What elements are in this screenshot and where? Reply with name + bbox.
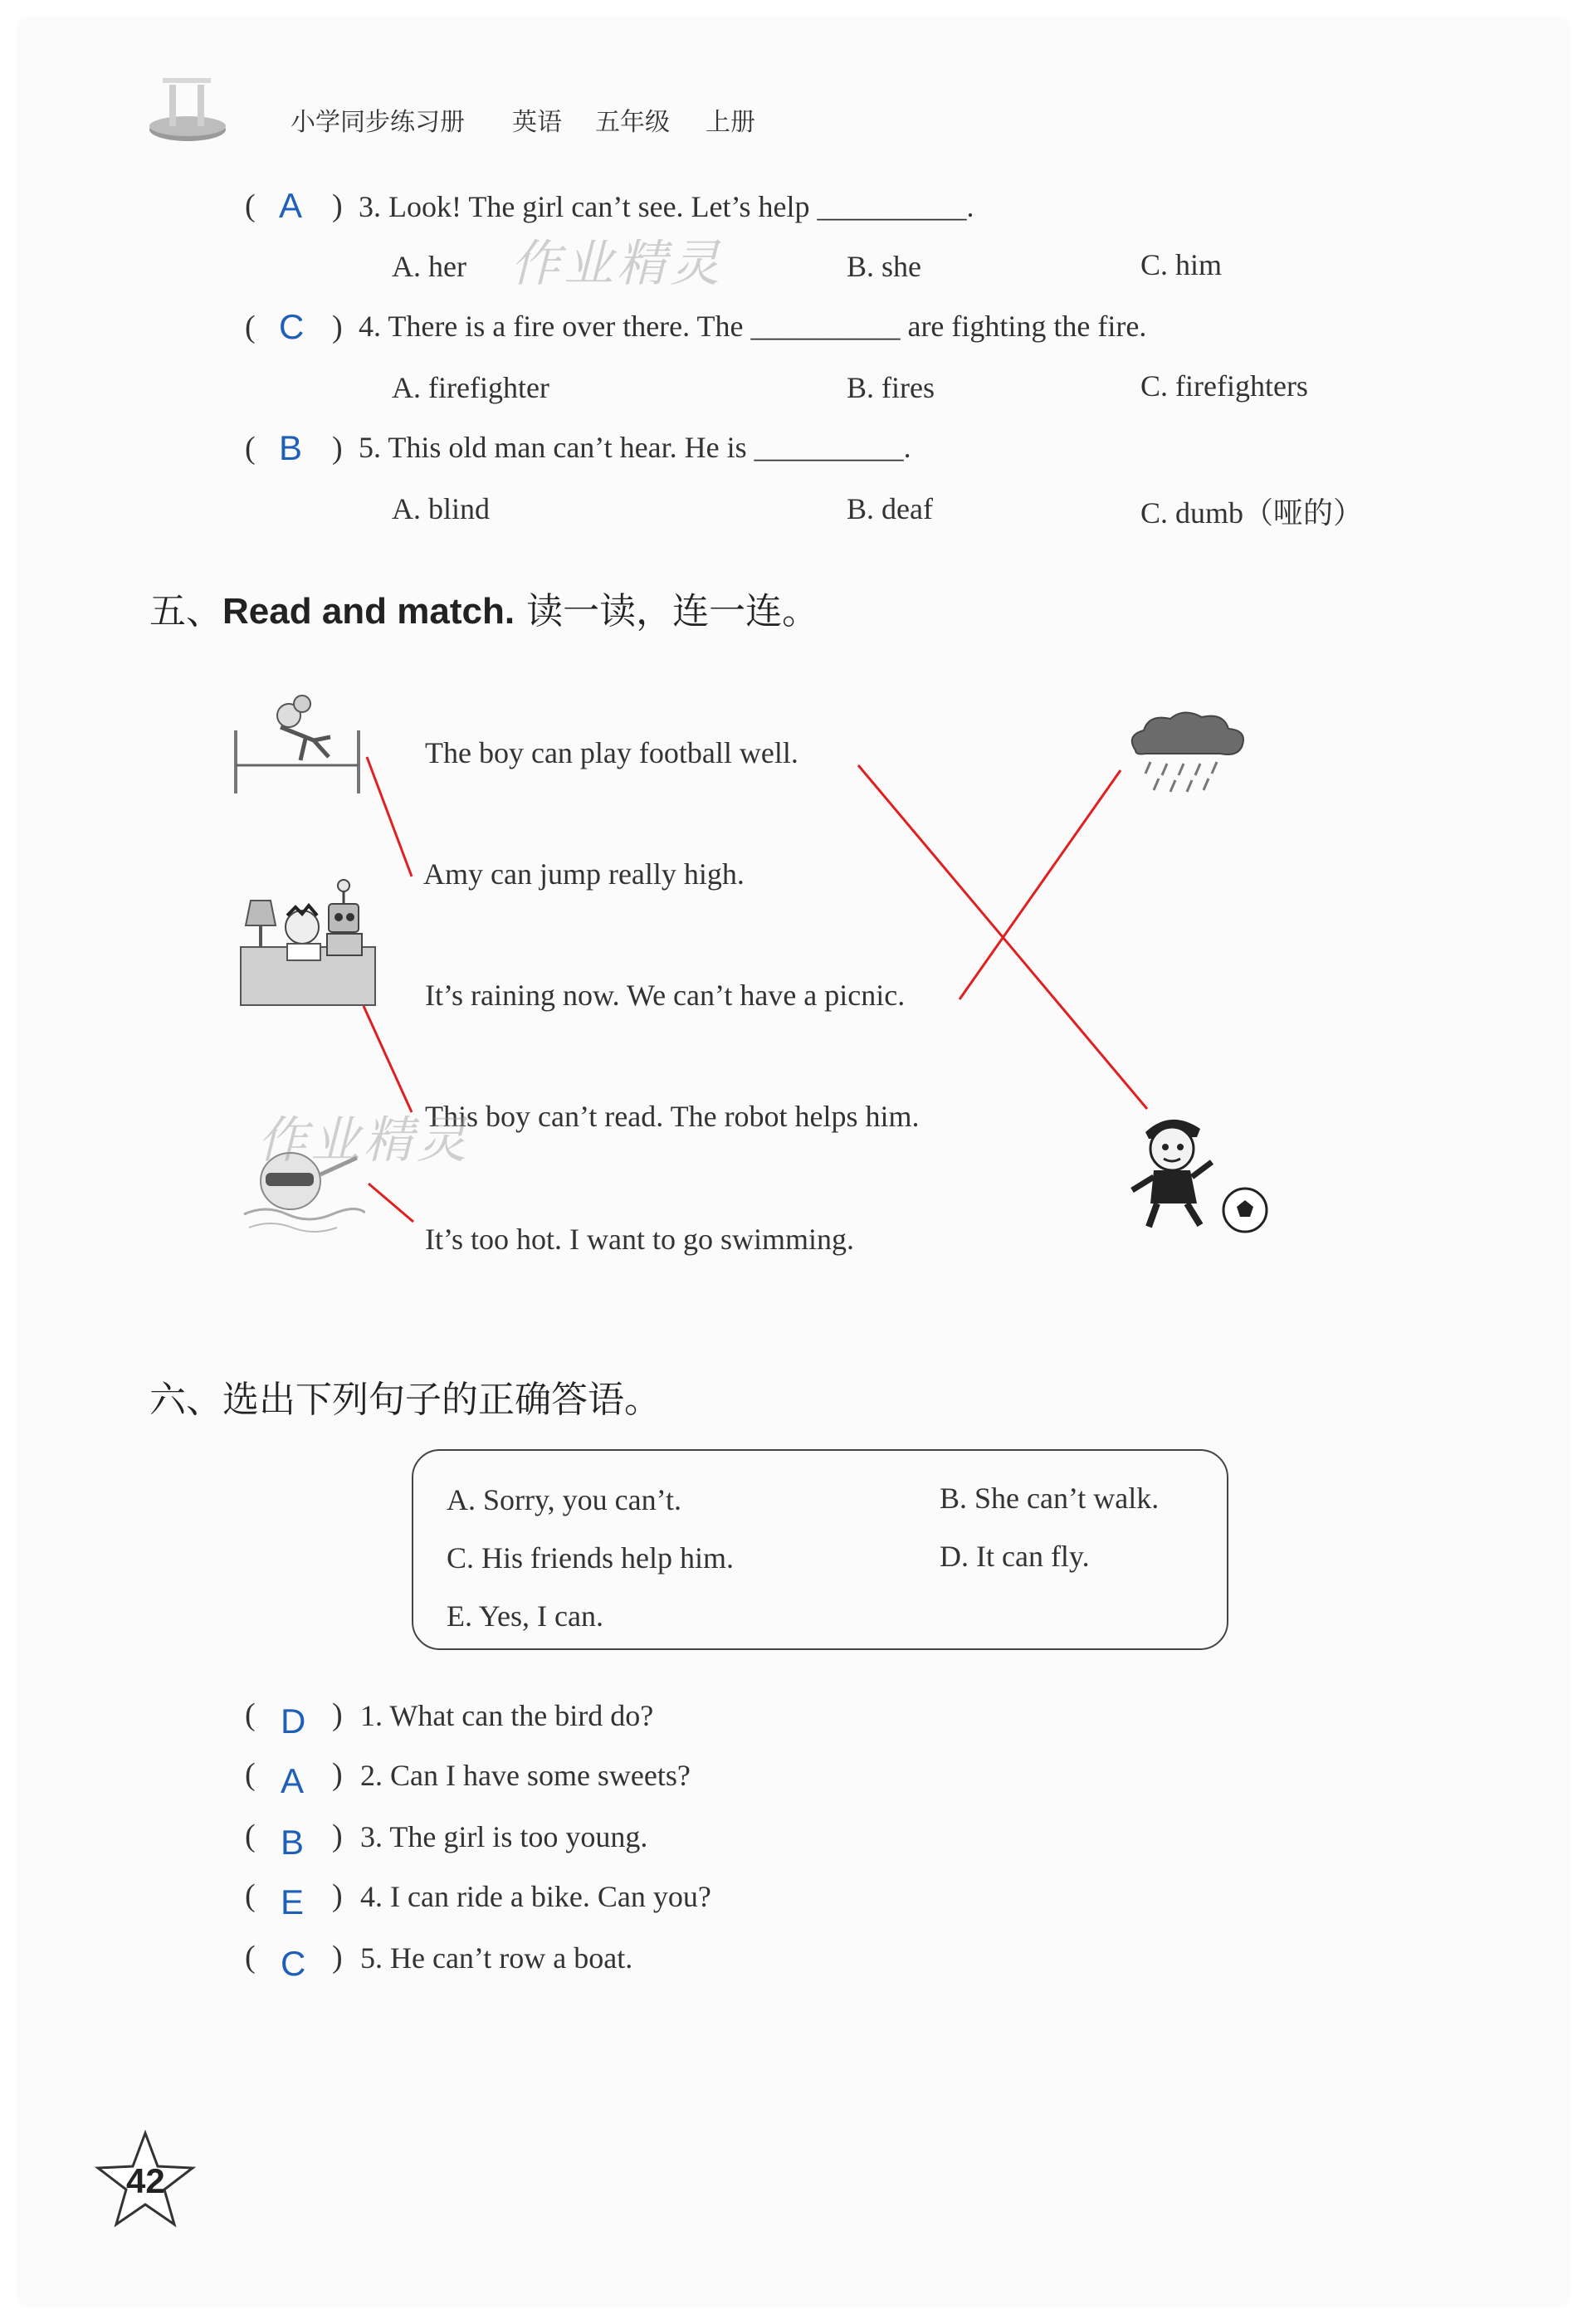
question-text: 3. The girl is too young. bbox=[360, 1820, 648, 1853]
option-c: C. firefighters bbox=[1140, 369, 1308, 403]
answer-mark: D bbox=[281, 1702, 306, 1741]
answer-mark: C bbox=[279, 307, 305, 346]
answer-paren-open: ( bbox=[245, 1757, 256, 1792]
answer-paren-open: ( bbox=[245, 431, 256, 466]
section6-number: 六、 bbox=[149, 1379, 222, 1421]
answer-paren-close: ) bbox=[332, 1878, 343, 1913]
answer-mark: A bbox=[279, 186, 303, 225]
answer-paren-close: ) bbox=[332, 1819, 343, 1853]
section5-title-cn: 读一读，连一连。 bbox=[526, 590, 819, 632]
option-b: B. deaf bbox=[847, 492, 933, 525]
match-line-swimming bbox=[369, 1184, 413, 1222]
option-c: C. dumb（哑的） bbox=[1140, 496, 1364, 530]
answer-option: D. It can fly. bbox=[940, 1540, 1090, 1573]
question-text: 1. What can the bird do? bbox=[360, 1699, 654, 1732]
answer-mark: B bbox=[279, 428, 303, 467]
header-volume: 上册 bbox=[706, 108, 755, 137]
option-b: B. fires bbox=[847, 371, 935, 404]
match-sentence: The boy can play football well. bbox=[425, 736, 798, 769]
answer-paren-open: ( bbox=[245, 1697, 256, 1732]
question-text: 4. I can ride a bike. Can you? bbox=[360, 1880, 711, 1913]
answer-paren-close: ) bbox=[332, 431, 343, 466]
section6-title-text: 选出下列句子的正确答语。 bbox=[222, 1379, 661, 1421]
answer-mark: B bbox=[281, 1823, 305, 1862]
answer-paren-open: ( bbox=[245, 1819, 256, 1853]
answer-paren-open: ( bbox=[245, 1940, 256, 1975]
answer-paren-open: ( bbox=[245, 1878, 256, 1913]
header-subject: 英语 bbox=[512, 108, 562, 137]
answer-paren-close: ) bbox=[332, 1940, 343, 1975]
answer-option: A. Sorry, you can’t. bbox=[447, 1483, 681, 1516]
answer-paren-close: ) bbox=[332, 188, 343, 223]
option-a: A. her bbox=[392, 250, 466, 283]
page-number: 42 bbox=[126, 2161, 165, 2200]
answer-paren-close: ) bbox=[332, 310, 343, 344]
answer-paren-open: ( bbox=[245, 310, 256, 344]
match-line-rain bbox=[960, 770, 1121, 999]
answer-paren-close: ) bbox=[332, 1757, 343, 1792]
watermark: 作业精灵 bbox=[257, 1111, 470, 1169]
match-line-reading bbox=[364, 1006, 412, 1112]
answer-paren-close: ) bbox=[332, 1697, 343, 1732]
section5-title-en: Read and match. bbox=[222, 591, 515, 632]
header-book-title: 小学同步练习册 bbox=[291, 108, 465, 137]
option-a: A. blind bbox=[392, 492, 491, 525]
section5-number: 五、 bbox=[149, 590, 222, 632]
answer-option: B. She can’t walk. bbox=[940, 1482, 1160, 1515]
watermark: 作业精灵 bbox=[510, 235, 723, 293]
match-line-jump bbox=[367, 757, 412, 876]
option-c: C. him bbox=[1140, 248, 1223, 281]
question-text: 2. Can I have some sweets? bbox=[360, 1759, 691, 1792]
option-a: A. firefighter bbox=[392, 371, 549, 404]
answer-mark: C bbox=[281, 1944, 306, 1983]
header-grade: 五年级 bbox=[595, 108, 670, 137]
match-sentence: Amy can jump really high. bbox=[423, 857, 745, 891]
match-sentence: It’s raining now. We can’t have a picnic. bbox=[425, 979, 906, 1012]
answer-option: C. His friends help him. bbox=[447, 1541, 734, 1575]
match-sentence: This boy can’t read. The robot helps him. bbox=[425, 1100, 920, 1133]
answer-mark: A bbox=[281, 1761, 305, 1800]
match-sentence: It’s too hot. I want to go swimming. bbox=[425, 1223, 854, 1256]
answer-mark: E bbox=[281, 1882, 305, 1921]
question-text: 4. There is a fire over there. The __________ are fighting the fire. bbox=[359, 310, 1147, 343]
question-text: 5. This old man can’t hear. He is __________. bbox=[359, 431, 911, 464]
answer-paren-open: ( bbox=[245, 188, 256, 223]
question-text: 5. He can’t row a boat. bbox=[360, 1941, 633, 1975]
answer-option: E. Yes, I can. bbox=[447, 1599, 603, 1633]
section6-title bbox=[149, 1370, 661, 1423]
question-text: 3. Look! The girl can’t see. Let’s help __________. bbox=[359, 190, 974, 223]
option-b: B. she bbox=[847, 250, 921, 283]
